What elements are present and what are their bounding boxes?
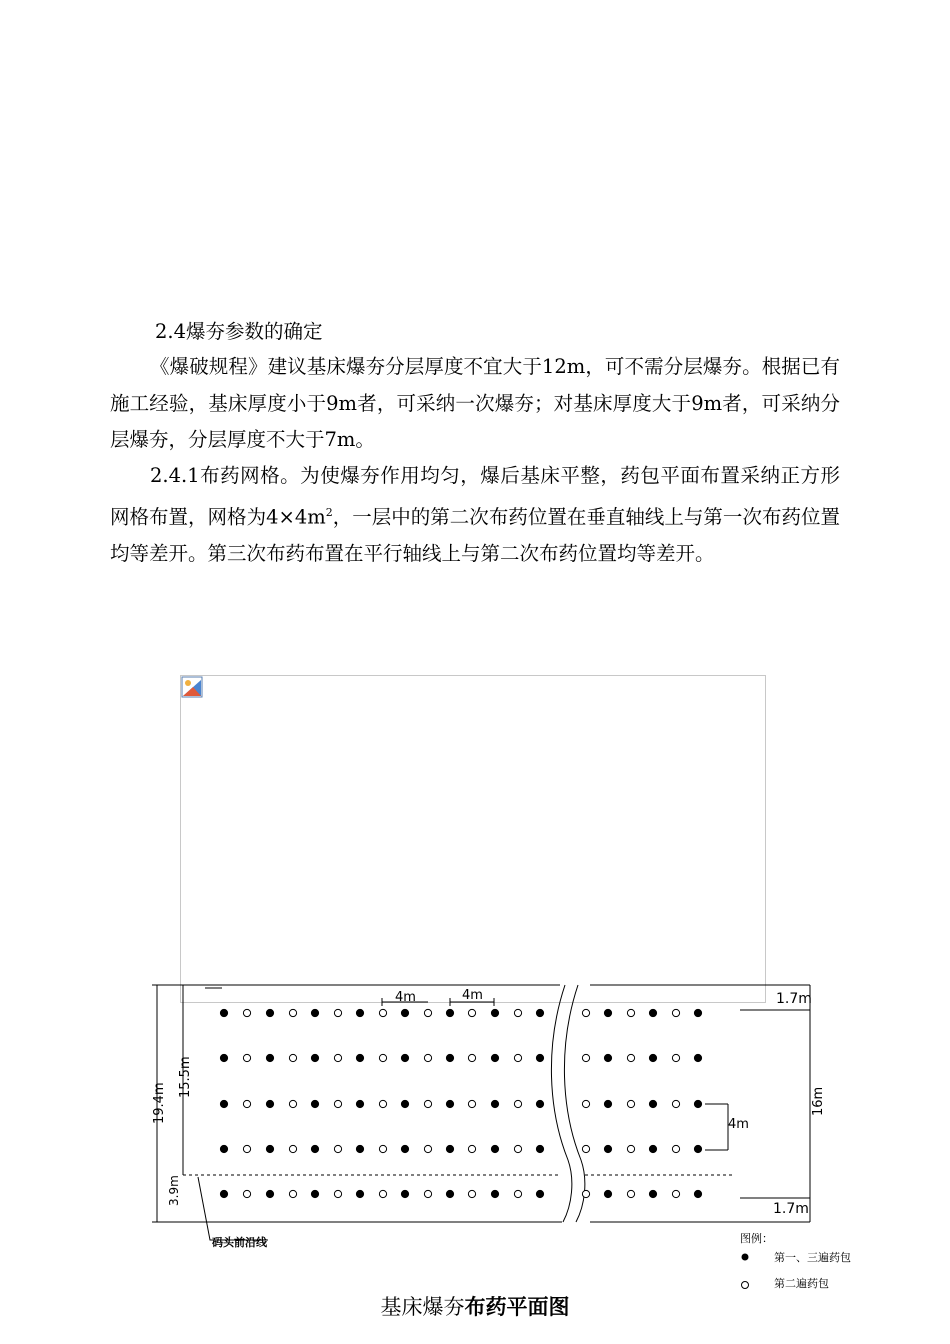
charge-hollow bbox=[468, 1009, 475, 1016]
charge-hollow bbox=[627, 1009, 634, 1016]
charge-filled bbox=[220, 1145, 227, 1152]
charge-filled bbox=[649, 1145, 656, 1152]
charge-hollow bbox=[334, 1054, 341, 1061]
charge-filled bbox=[311, 1190, 318, 1197]
front-line-leader bbox=[198, 1177, 268, 1240]
charge-filled bbox=[401, 1009, 408, 1016]
charge-hollow bbox=[582, 1145, 589, 1152]
diagram-lines bbox=[152, 985, 810, 1240]
charge-filled bbox=[220, 1100, 227, 1107]
front-line-label: 码头前沿线 bbox=[212, 1236, 267, 1249]
charge-hollow bbox=[672, 1190, 679, 1197]
charge-hollow bbox=[627, 1100, 634, 1107]
charge-filled bbox=[536, 1100, 543, 1107]
legend-filled-label: 第一、三遍药包 bbox=[774, 1251, 851, 1264]
caption-bold: 布药平面图 bbox=[464, 1294, 570, 1319]
charge-hollow bbox=[582, 1054, 589, 1061]
charge-hollow bbox=[424, 1145, 431, 1152]
paragraph-2-text: 2.4.1布药网格。为使爆夯作用均匀，爆后基床平整，药包平面布置采纳正方形网格布置，网格为4×4m bbox=[110, 464, 840, 528]
charge-hollow bbox=[379, 1145, 386, 1152]
charge-filled bbox=[604, 1190, 611, 1197]
charge-filled bbox=[401, 1054, 408, 1061]
charge-filled bbox=[311, 1145, 318, 1152]
charge-hollow bbox=[243, 1009, 250, 1016]
charge-filled bbox=[649, 1100, 656, 1107]
charge-hollow bbox=[514, 1145, 521, 1152]
charge-hollow bbox=[514, 1054, 521, 1061]
charge-filled bbox=[649, 1009, 656, 1016]
charge-filled bbox=[536, 1145, 543, 1152]
charge-filled bbox=[446, 1054, 453, 1061]
charge-filled bbox=[311, 1009, 318, 1016]
charge-grid bbox=[220, 1009, 701, 1197]
paragraph-1: 《爆破规程》建议基床爆夯分层厚度不宜大于12m，可不需分层爆夯。根据已有施工经验，基床厚度小于9m者，可采纳一次爆夯；对基床厚度大于9m者，可采纳分层爆夯，分层厚度不大于7m。 bbox=[110, 355, 840, 451]
charge-filled bbox=[694, 1054, 701, 1061]
dim-label-spacing-b: 4m bbox=[462, 988, 483, 1003]
dim-label-front-strip: 3.9m bbox=[167, 1175, 181, 1206]
charge-hollow bbox=[468, 1054, 475, 1061]
charge-hollow bbox=[514, 1100, 521, 1107]
charge-filled bbox=[694, 1009, 701, 1016]
charge-filled bbox=[266, 1145, 273, 1152]
charge-hollow bbox=[334, 1009, 341, 1016]
charge-hollow bbox=[424, 1054, 431, 1061]
paragraph-2-text-cont: ，一层中的第二次布药位置在垂直轴线上与第一次布药位置均等差开。第三次布药布置在平行轴线上与第二次布药位置均等差开。 bbox=[110, 505, 840, 565]
charge-filled bbox=[356, 1100, 363, 1107]
superscript: 2 bbox=[325, 505, 333, 519]
charge-hollow bbox=[289, 1190, 296, 1197]
charge-filled bbox=[220, 1054, 227, 1061]
charge-filled bbox=[356, 1145, 363, 1152]
charge-hollow bbox=[289, 1009, 296, 1016]
charge-filled bbox=[491, 1054, 498, 1061]
charge-hollow bbox=[379, 1054, 386, 1061]
charge-filled bbox=[446, 1100, 453, 1107]
section-heading: 2.4爆夯参数的确定 bbox=[155, 320, 323, 343]
figure-caption bbox=[0, 1292, 950, 1322]
dim-label-inner-height: 15.5m bbox=[178, 1056, 193, 1098]
charge-hollow bbox=[627, 1054, 634, 1061]
charge-hollow bbox=[379, 1009, 386, 1016]
charge-hollow bbox=[672, 1145, 679, 1152]
dim-label-total-height: 19.4m bbox=[152, 1082, 167, 1124]
diagram-labels bbox=[152, 988, 851, 1290]
charge-filled bbox=[694, 1145, 701, 1152]
charge-filled bbox=[266, 1190, 273, 1197]
charge-filled bbox=[491, 1100, 498, 1107]
charge-filled bbox=[266, 1100, 273, 1107]
charge-filled bbox=[604, 1009, 611, 1016]
charge-filled bbox=[536, 1054, 543, 1061]
charge-hollow bbox=[582, 1009, 589, 1016]
charge-hollow bbox=[468, 1145, 475, 1152]
charge-hollow bbox=[379, 1190, 386, 1197]
charge-filled bbox=[694, 1190, 701, 1197]
charge-hollow bbox=[424, 1100, 431, 1107]
charge-filled bbox=[446, 1190, 453, 1197]
legend-filled-dot bbox=[742, 1254, 749, 1261]
charge-hollow bbox=[289, 1145, 296, 1152]
charge-hollow bbox=[672, 1009, 679, 1016]
charge-filled bbox=[266, 1054, 273, 1061]
charge-hollow bbox=[627, 1190, 634, 1197]
charge-filled bbox=[649, 1190, 656, 1197]
charge-filled bbox=[401, 1145, 408, 1152]
break-line-right bbox=[564, 985, 584, 1222]
charge-hollow bbox=[334, 1100, 341, 1107]
charge-hollow bbox=[514, 1190, 521, 1197]
charge-filled bbox=[220, 1190, 227, 1197]
charge-filled bbox=[401, 1100, 408, 1107]
charge-hollow bbox=[379, 1100, 386, 1107]
charge-filled bbox=[491, 1009, 498, 1016]
charge-filled bbox=[356, 1009, 363, 1016]
legend-hollow-label: 第二遍药包 bbox=[774, 1277, 829, 1290]
charge-filled bbox=[311, 1100, 318, 1107]
charge-hollow bbox=[627, 1145, 634, 1152]
dim-label-spacing-a: 4m bbox=[395, 990, 416, 1005]
charge-hollow bbox=[468, 1190, 475, 1197]
charge-hollow bbox=[334, 1190, 341, 1197]
charge-hollow bbox=[672, 1054, 679, 1061]
caption-normal: 基床爆夯 bbox=[380, 1295, 465, 1319]
charge-hollow bbox=[424, 1009, 431, 1016]
charge-hollow bbox=[468, 1100, 475, 1107]
charge-filled bbox=[536, 1009, 543, 1016]
charge-filled bbox=[604, 1100, 611, 1107]
charge-filled bbox=[649, 1054, 656, 1061]
charge-hollow bbox=[334, 1145, 341, 1152]
charge-filled bbox=[604, 1145, 611, 1152]
charge-filled bbox=[401, 1190, 408, 1197]
legend-hollow-dot bbox=[742, 1282, 749, 1289]
dim-label-bottom-offset: 1.7m bbox=[773, 1201, 809, 1217]
charge-filled bbox=[446, 1145, 453, 1152]
dim-label-right-height: 16m bbox=[811, 1086, 826, 1116]
charge-filled bbox=[491, 1145, 498, 1152]
charge-hollow bbox=[289, 1100, 296, 1107]
charge-hollow bbox=[243, 1190, 250, 1197]
legend-title: 图例： bbox=[740, 1232, 773, 1245]
charge-hollow bbox=[424, 1190, 431, 1197]
charge-hollow bbox=[514, 1009, 521, 1016]
charge-hollow bbox=[582, 1190, 589, 1197]
charge-hollow bbox=[243, 1054, 250, 1061]
charge-filled bbox=[266, 1009, 273, 1016]
charge-filled bbox=[536, 1190, 543, 1197]
dim-label-row-spacing: 4m bbox=[728, 1117, 749, 1132]
charge-filled bbox=[356, 1190, 363, 1197]
charge-hollow bbox=[582, 1100, 589, 1107]
charge-filled bbox=[311, 1054, 318, 1061]
charge-filled bbox=[446, 1009, 453, 1016]
dim-label-top-offset: 1.7m bbox=[776, 991, 812, 1007]
charge-filled bbox=[491, 1190, 498, 1197]
charge-hollow bbox=[243, 1100, 250, 1107]
charge-hollow bbox=[289, 1054, 296, 1061]
charge-filled bbox=[694, 1100, 701, 1107]
charge-filled bbox=[220, 1009, 227, 1016]
charge-filled bbox=[604, 1054, 611, 1061]
charge-hollow bbox=[672, 1100, 679, 1107]
charge-hollow bbox=[243, 1145, 250, 1152]
charge-filled bbox=[356, 1054, 363, 1061]
